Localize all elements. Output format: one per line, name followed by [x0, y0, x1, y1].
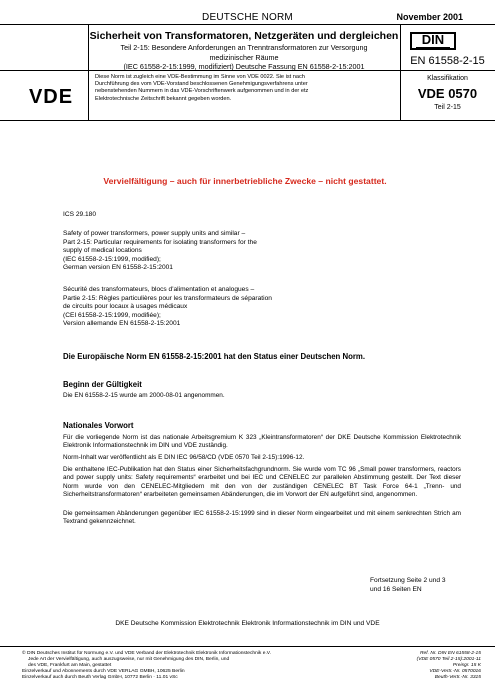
french-title-line: Sécurité des transformateurs, blocs d'alimentation et analogues – [63, 286, 255, 293]
status-statement: Die Europäische Norm EN 61558-2-15:2001 hat den Status einer Deutschen Norm. [63, 352, 366, 361]
reference-line: VDE-Vertr.-Nr. 0570016 [429, 669, 481, 675]
document-subtitle [88, 43, 400, 72]
subtitle-line: Teil 2-15: Besondere Anforderungen an Trenntransformatoren zur Versorgung [120, 43, 368, 52]
french-title-line: de circuits pour locaux à usages médicaux [63, 303, 188, 311]
vorwort-heading: Nationales Vorwort [63, 421, 134, 430]
copy-warning: Vervielfältigung – auch für innerbetriebliche Zwecke – nicht gestattet. [103, 176, 387, 186]
copyright-line: Einzelverkauf und Abonnements durch VDE VERLAG GMBH, 10625 Berlin [22, 669, 185, 675]
copyright-line: Jede Art der Vervielfältigung, auch auszugsweise, nur mit Genehmigung des DIN, Berlin, und [28, 657, 230, 663]
beginn-text: Die EN 61558-2-15 wurde am 2000-08-01 angenommen. [63, 392, 225, 399]
english-title-line: German version EN 61558-2-15:2001 [63, 264, 173, 272]
english-title-line: supply of medical locations [63, 247, 142, 255]
ics-code: ICS 29.180 [63, 211, 96, 218]
subtitle-line: medizinischer Räume [209, 52, 279, 62]
vorwort-paragraph: Die gemeinsamen Abänderungen gegenüber IEC 61558-2-15:1999 sind in dieser Norm eingearbeitet und mit einem senkrechten Strich am Textrand gekennzeichnet. [63, 510, 461, 526]
continuation-line: und 16 Seiten EN [370, 586, 422, 593]
english-title-line: Part 2-15: Particular requirements for isolating transformers for the [63, 238, 257, 246]
klassifikation-part: Teil 2-15 [434, 104, 461, 111]
vorwort-paragraph: Für die vorliegende Norm ist das nationale Arbeitsgremium K 323 „Kleintransformatoren“ der DKE Deutsche Kommission Elektrotechnik Elektronik Informationstechnik im DIN und VDE zuständig. [63, 434, 461, 450]
vorwort-paragraph: Die enthaltene IEC-Publikation hat den Status einer Sicherheitsfachgrundnorm. Sie wurde vom TC 96 „Small power transformers, reactors and power supply units: Safety requirements“ erarbeitet und bei IEC und CENELEC zur parallelen Abstimmung gestellt. Der Text dieser Norm wurde von den CENELEC-Mitgliedern mit den von der zuständigen CENELEC BT Task Force 64-1 „Trenn- und Sicherheitstransformatoren“ erarbeiteten gemeinsamen Abänderungen, die im Vorwort der EN aufgeführt sind, angenommen. [63, 466, 461, 499]
klassifikation-label: Klassifikation [427, 75, 468, 82]
document-number: EN 61558-2-15 [410, 55, 485, 67]
reference-line: Beuth-Vertr.-Nr. 3315 [434, 675, 481, 681]
header-title: DEUTSCHE NORM [202, 12, 293, 23]
vde-statement-line: Durchführung des vom VDE-Vorstand beschlossenen Genehmigungsverfahrens unter [95, 81, 308, 88]
reference-line: Ref. Nr. DIN EN 61558-2-15 [420, 651, 481, 656]
header-date: November 2001 [396, 12, 463, 22]
continuation-line: Fortsetzung Seite 2 und 3 [370, 577, 446, 584]
copyright-line: © DIN Deutsches Institut für Normung e.V. und VDE Verband der Elektrotechnik Elektronik Informationstechnik e.V. [22, 651, 271, 656]
copyright-line: des VDE, Frankfurt am Main, gestattet [28, 663, 112, 669]
copyright-line: Einzelverkauf auch durch Beuth Verlag GmbH, 10772 Berlin · 11.01 vSc [22, 675, 178, 681]
klassifikation-number: VDE 0570 [417, 86, 478, 101]
vde-statement-line: Diese Norm ist zugleich eine VDE-Bestimmung im Sinne von VDE 0022. Sie ist nach [95, 74, 305, 80]
english-title-line: (IEC 61558-2-15:1999, modified); [63, 255, 161, 263]
reference-line: (VDE 0570 Teil 2-15):2001-11 [416, 657, 481, 663]
french-title-line: Partie 2-15: Règles particulières pour les transformateurs de séparation [63, 294, 272, 302]
french-title-line: (CEI 61558-2-15:1999, modifiée); [63, 311, 161, 319]
continuation-note [370, 576, 465, 594]
copyright-notice [22, 651, 342, 681]
french-title-line: Version allemande EN 61558-2-15:2001 [63, 320, 181, 328]
vde-statement [95, 74, 395, 103]
top-rule [0, 24, 495, 25]
subtitle-line: (IEC 61558-2-15:1999, modifiziert) Deutsche Fassung EN 61558-2-15:2001 [123, 62, 365, 71]
footer-top-rule [0, 646, 495, 647]
vde-statement-line: nebenstehenden Nummern in das VDE-Vorschriftenwerk aufgenommen und in der etz [95, 88, 309, 95]
beginn-heading: Beginn der Gültigkeit [63, 380, 142, 389]
french-title [63, 286, 463, 329]
reference-line: Preisgr. 15 K [452, 663, 481, 669]
vorwort-paragraph: Norm-Inhalt war veröffentlicht als E DIN IEC 96/58/CD (VDE 0570 Teil 2-15):1996-12. [63, 454, 305, 461]
document-title: Sicherheit von Transformatoren, Netzgeräten und dergleichen [89, 30, 399, 42]
vde-statement-line: Elektrotechnische Zeitschrift bekannt gegeben worden. [95, 95, 232, 102]
dke-footer: DKE Deutsche Kommission Elektrotechnik Elektronik Informationstechnik im DIN und VDE [115, 620, 380, 627]
vde-logo: VDE [28, 86, 74, 108]
vde-block-bottom-rule [0, 120, 495, 121]
din-logo-bar [416, 47, 450, 49]
din-logo: DIN [421, 32, 445, 47]
reference-info [371, 651, 481, 681]
english-title [63, 230, 463, 273]
english-title-line: Safety of power transformers, power supply units and similar – [63, 230, 246, 237]
